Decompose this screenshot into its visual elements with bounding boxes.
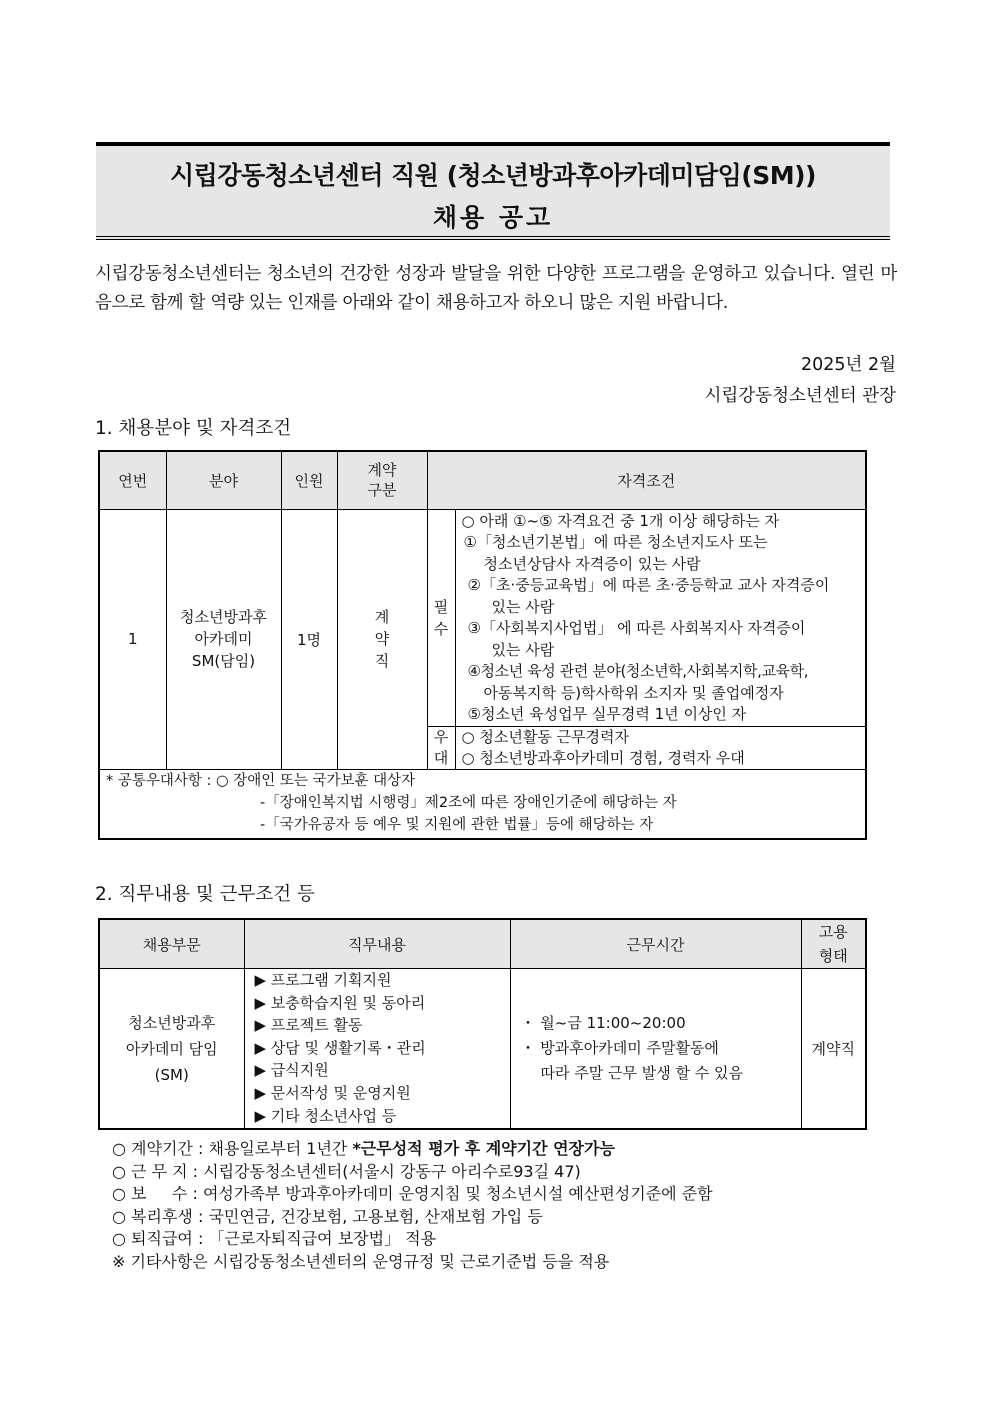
row-contract — [337, 509, 427, 769]
common-item: * 공통우대사항 : ○ 장애인 또는 국가보훈 대상자 — [106, 772, 416, 789]
announcement-signer: 시립강동청소년센터 관장 — [704, 386, 896, 406]
duty-item: ▶ 급식지원 — [254, 1061, 329, 1080]
duty-item: ▶ 프로그램 기획지원 — [254, 971, 392, 989]
header-contract-line1: 계약 — [367, 461, 397, 480]
row-contract-char: 약 — [374, 630, 390, 648]
required-item: ①「청소년기본법」에 따른 청소년지도사 또는 — [463, 533, 768, 551]
header-dept: 채용부문 — [99, 919, 244, 969]
common-item: -「국가유공자 등 예우 및 지원에 관한 법률」등에 해당하는 자 — [260, 816, 654, 833]
header-no: 연번 — [99, 451, 166, 509]
required-label — [427, 509, 455, 726]
header-duties: 직무내용 — [244, 919, 510, 969]
dept-line: (SM) — [154, 1065, 189, 1084]
required-item: 있는 사람 — [491, 597, 555, 616]
row-contract-char: 직 — [374, 652, 390, 670]
row-field-line: 청소년방과후 — [180, 608, 267, 626]
section2-title: 2. 직무내용 및 근무조건 등 — [95, 884, 315, 905]
page-subtitle: 채용 공고 — [432, 203, 554, 232]
type-cell: 계약직 — [801, 969, 866, 1130]
preferred-label — [427, 726, 455, 769]
row-contract-char: 계 — [374, 608, 390, 626]
duty-table — [98, 918, 867, 1130]
condition-workplace — [112, 1161, 713, 1184]
hours-item: ・ 월~금 11:00~20:00 — [520, 1014, 686, 1033]
condition-label: ○ 보 수 : — [112, 1184, 203, 1203]
required-item: 있는 사람 — [491, 640, 555, 659]
qualification-table — [98, 450, 867, 840]
condition-other — [112, 1251, 713, 1274]
intro-paragraph: 시립강동청소년센터는 청소년의 건강한 성장과 발달을 위한 다양한 프로그램을 운영하고 있습니다. 열린 마음으로 함께 할 역량 있는 인재를 아래와 같이 채용하고자 하오니 많은 지원 바랍니다. — [95, 264, 897, 313]
section1-title: 1. 채용분야 및 자격조건 — [95, 418, 292, 439]
condition-label: ※ — [112, 1251, 131, 1271]
header-type — [801, 919, 866, 969]
required-item: ③「사회복지사업법」 에 따른 사회복지사 자격증이 — [467, 619, 806, 637]
duties-cell — [244, 969, 510, 1130]
condition-text: 시립강동청소년센터(서울시 강동구 아리수로93길 47) — [203, 1161, 581, 1181]
duty-item: ▶ 문서작성 및 운영지원 — [254, 1083, 411, 1102]
row-field — [166, 509, 281, 769]
conditions-list — [112, 1138, 713, 1273]
header-contract — [337, 451, 427, 509]
header-count: 인원 — [281, 451, 337, 509]
condition-label: ○ 근 무 지 : — [112, 1161, 204, 1181]
condition-text: 「근로자퇴직급여 보장법」 적용 — [208, 1229, 437, 1248]
header-type-line: 고용 — [818, 923, 848, 941]
condition-highlight: *근무성적 평가 후 계약기간 연장가능 — [352, 1139, 615, 1158]
hours-cell — [510, 969, 801, 1130]
preferred-label-char: 대 — [433, 748, 449, 767]
required-item: ②「초·중등교육법」에 따른 초·중등학교 교사 자격증이 — [467, 576, 830, 594]
duty-item: ▶ 보충학습지원 및 동아리 — [254, 993, 426, 1012]
required-item: 청소년상담사 자격증이 있는 사람 — [483, 554, 701, 573]
condition-welfare — [112, 1206, 713, 1229]
required-conditions — [455, 509, 866, 726]
condition-text: 채용일로부터 1년간 — [208, 1139, 353, 1158]
required-label-char: 필 — [433, 597, 449, 616]
required-item: 아동복지학 등)학사학위 소지자 및 졸업예정자 — [483, 683, 784, 702]
header-type-line: 형태 — [818, 947, 848, 965]
dept-line: 청소년방과후 — [128, 1013, 216, 1032]
row-count: 1명 — [281, 509, 337, 769]
announcement-date: 2025년 2월 — [800, 355, 896, 375]
header-qualification: 자격조건 — [427, 451, 866, 509]
page-title: 시립강동청소년센터 직원 (청소년방과후아카데미담임(SM)) — [170, 161, 816, 190]
header-hours: 근무시간 — [510, 919, 801, 969]
condition-text: 기타사항은 시립강동청소년센터의 운영규정 및 근로기준법 등을 적용 — [130, 1251, 610, 1271]
row-no: 1 — [99, 509, 166, 769]
condition-label: ○ 계약기간 : — [112, 1139, 209, 1158]
common-item: -「장애인복지법 시행령」제2조에 따른 장애인기준에 해당하는 자 — [260, 794, 677, 811]
common-preferences — [99, 769, 866, 839]
row-field-line: 아카데미 — [194, 630, 253, 648]
dept-cell — [99, 969, 244, 1130]
duty-item: ▶ 상담 및 생활기록・관리 — [254, 1038, 426, 1057]
required-label-char: 수 — [433, 619, 449, 638]
dept-line: 아카데미 담임 — [125, 1039, 218, 1058]
condition-salary — [112, 1183, 713, 1206]
condition-label: ○ 퇴직급여 : — [112, 1229, 209, 1248]
header-contract-line2: 구분 — [367, 481, 397, 500]
row-field-line: SM(담임) — [191, 652, 256, 670]
hours-item: ・ 방과후아카데미 주말활동에 — [520, 1039, 719, 1058]
condition-contract-period — [112, 1138, 713, 1161]
condition-text: 여성가족부 방과후아카데미 운영지침 및 청소년시설 예산편성기준에 준함 — [202, 1184, 713, 1203]
condition-label: ○ 복리후생 : — [112, 1206, 209, 1226]
preferred-conditions — [455, 726, 866, 769]
hours-item: 따라 주말 근무 발생 할 수 있음 — [540, 1064, 743, 1083]
required-item: ④청소년 육성 관련 분야(청소년학,사회복지학,교육학, — [467, 662, 809, 680]
preferred-item: ○ 청소년활동 근무경력자 — [461, 727, 630, 746]
condition-retirement — [112, 1228, 713, 1251]
title-box — [96, 142, 890, 240]
condition-text: 국민연금, 건강보험, 고용보험, 산재보험 가입 등 — [208, 1206, 543, 1226]
duty-item: ▶ 프로젝트 활동 — [254, 1016, 363, 1035]
header-field: 분야 — [166, 451, 281, 509]
required-item: ○ 아래 ①~⑤ 자격요건 중 1개 이상 해당하는 자 — [461, 511, 780, 530]
duty-item: ▶ 기타 청소년사업 등 — [254, 1106, 397, 1125]
title-rule — [96, 142, 890, 145]
preferred-label-char: 우 — [433, 727, 449, 746]
preferred-item: ○ 청소년방과후아카데미 경험, 경력자 우대 — [461, 748, 745, 767]
required-item: ⑤청소년 육성업무 실무경력 1년 이상인 자 — [467, 705, 747, 723]
